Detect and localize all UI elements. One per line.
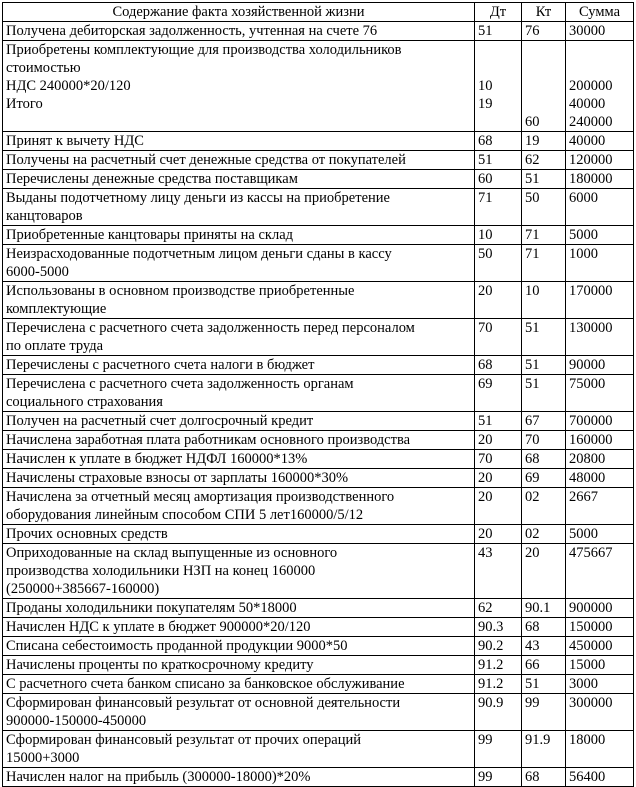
cell-credit: 90.1	[522, 599, 566, 618]
cell-amount: 160000	[566, 431, 634, 450]
header-credit: Кт	[522, 3, 566, 22]
cell-credit: 71	[522, 245, 566, 282]
table-row	[3, 170, 634, 189]
cell-description: Проданы холодильники покупателям 50*18000	[3, 599, 475, 618]
header-amount: Сумма	[566, 3, 634, 22]
cell-credit: 68	[522, 768, 566, 787]
cell-amount: 170000	[566, 282, 634, 319]
cell-debit: 68	[475, 132, 522, 151]
cell-description: Неизрасходованные подотчетным лицом деньги сданы в кассу 6000-5000	[3, 245, 475, 282]
cell-credit: 50	[522, 189, 566, 226]
cell-description: Перечислены с расчетного счета налоги в бюджет	[3, 356, 475, 375]
cell-amount: 900000	[566, 599, 634, 618]
cell-debit: 90.9	[475, 694, 522, 731]
cell-credit: 68	[522, 450, 566, 469]
cell-credit: 19	[522, 132, 566, 151]
table-row	[3, 488, 634, 525]
cell-amount: 130000	[566, 319, 634, 356]
cell-debit: 50	[475, 245, 522, 282]
cell-amount: 30000	[566, 22, 634, 41]
cell-debit: 51	[475, 412, 522, 431]
cell-description: Начислена заработная плата работникам основного производства	[3, 431, 475, 450]
cell-credit: 60	[522, 41, 566, 132]
cell-description: Прочих основных средств	[3, 525, 475, 544]
cell-debit: 43	[475, 544, 522, 599]
cell-credit: 51	[522, 170, 566, 189]
table-row	[3, 768, 634, 787]
cell-amount: 5000	[566, 226, 634, 245]
cell-credit: 51	[522, 356, 566, 375]
cell-debit: 20	[475, 431, 522, 450]
table-row	[3, 469, 634, 488]
cell-credit: 62	[522, 151, 566, 170]
cell-amount: 15000	[566, 656, 634, 675]
cell-debit: 90.2	[475, 637, 522, 656]
cell-credit: 67	[522, 412, 566, 431]
cell-credit: 68	[522, 618, 566, 637]
cell-description: Получен на расчетный счет долгосрочный кредит	[3, 412, 475, 431]
cell-credit: 70	[522, 431, 566, 450]
table-row	[3, 431, 634, 450]
cell-debit: 10	[475, 226, 522, 245]
cell-description: Начислена за отчетный месяц амортизация производственного оборудования линейным способом СПИ 5 лет160000/5/12	[3, 488, 475, 525]
cell-debit: 20	[475, 525, 522, 544]
cell-amount: 450000	[566, 637, 634, 656]
cell-description: Приобретенные канцтовары приняты на склад	[3, 226, 475, 245]
cell-amount: 3000	[566, 675, 634, 694]
cell-amount: 20800	[566, 450, 634, 469]
header-description: Содержание факта хозяйственной жизни	[3, 3, 475, 22]
cell-debit: 70	[475, 450, 522, 469]
cell-amount: 40000	[566, 132, 634, 151]
cell-description: Принят к вычету НДС	[3, 132, 475, 151]
table-row	[3, 226, 634, 245]
cell-amount: 1000	[566, 245, 634, 282]
cell-credit: 51	[522, 375, 566, 412]
cell-amount: 200000 40000 240000	[566, 41, 634, 132]
cell-amount: 150000	[566, 618, 634, 637]
cell-amount: 6000	[566, 189, 634, 226]
table-row	[3, 694, 634, 731]
cell-debit: 91.2	[475, 656, 522, 675]
cell-credit: 71	[522, 226, 566, 245]
cell-description: Списана себестоимость проданной продукции 9000*50	[3, 637, 475, 656]
table-row	[3, 41, 634, 132]
table-row	[3, 525, 634, 544]
table-header	[3, 3, 634, 22]
cell-credit: 66	[522, 656, 566, 675]
cell-credit: 99	[522, 694, 566, 731]
cell-credit: 02	[522, 488, 566, 525]
table-row	[3, 319, 634, 356]
table-row	[3, 282, 634, 319]
table-row	[3, 544, 634, 599]
cell-description: Сформирован финансовый результат от прочих операций 15000+3000	[3, 731, 475, 768]
cell-credit: 43	[522, 637, 566, 656]
cell-amount: 5000	[566, 525, 634, 544]
cell-description: Выданы подотчетному лицу деньги из кассы на приобретение канцтоваров	[3, 189, 475, 226]
table-row	[3, 356, 634, 375]
cell-amount: 18000	[566, 731, 634, 768]
cell-amount: 56400	[566, 768, 634, 787]
table-row	[3, 245, 634, 282]
cell-debit: 71	[475, 189, 522, 226]
cell-credit: 91.9	[522, 731, 566, 768]
cell-description: Сформирован финансовый результат от основной деятельности 900000-150000-450000	[3, 694, 475, 731]
cell-credit: 10	[522, 282, 566, 319]
table-row	[3, 656, 634, 675]
cell-debit: 62	[475, 599, 522, 618]
table-row	[3, 412, 634, 431]
cell-amount: 90000	[566, 356, 634, 375]
table-row	[3, 450, 634, 469]
table-row	[3, 618, 634, 637]
table-row	[3, 599, 634, 618]
cell-amount: 75000	[566, 375, 634, 412]
cell-debit: 10 19	[475, 41, 522, 132]
cell-debit: 70	[475, 319, 522, 356]
cell-credit: 02	[522, 525, 566, 544]
cell-description: Перечислена с расчетного счета задолженность органам социального страхования	[3, 375, 475, 412]
cell-debit: 69	[475, 375, 522, 412]
cell-debit: 68	[475, 356, 522, 375]
cell-debit: 60	[475, 170, 522, 189]
cell-debit: 20	[475, 282, 522, 319]
cell-credit: 76	[522, 22, 566, 41]
cell-credit: 51	[522, 319, 566, 356]
table-body	[3, 22, 634, 787]
cell-description: Начислен НДС к уплате в бюджет 900000*20/120	[3, 618, 475, 637]
cell-debit: 51	[475, 151, 522, 170]
cell-description: Использованы в основном производстве приобретенные комплектующие	[3, 282, 475, 319]
cell-amount: 300000	[566, 694, 634, 731]
cell-description: Перечислена с расчетного счета задолженность перед персоналом по оплате труда	[3, 319, 475, 356]
header-row	[3, 3, 634, 22]
cell-debit: 99	[475, 731, 522, 768]
cell-debit: 20	[475, 469, 522, 488]
cell-amount: 180000	[566, 170, 634, 189]
cell-credit: 20	[522, 544, 566, 599]
cell-debit: 90.3	[475, 618, 522, 637]
cell-description: Перечислены денежные средства поставщикам	[3, 170, 475, 189]
cell-amount: 475667	[566, 544, 634, 599]
cell-description: Начислен к уплате в бюджет НДФЛ 160000*13%	[3, 450, 475, 469]
cell-description: Получены на расчетный счет денежные средства от покупателей	[3, 151, 475, 170]
cell-description: Начислены страховые взносы от зарплаты 160000*30%	[3, 469, 475, 488]
cell-amount: 120000	[566, 151, 634, 170]
cell-debit: 20	[475, 488, 522, 525]
ledger-table	[2, 2, 634, 787]
cell-amount: 2667	[566, 488, 634, 525]
table-row	[3, 375, 634, 412]
cell-description: Приобретены комплектующие для производства холодильников стоимостью НДС 240000*20/120 Итого	[3, 41, 475, 132]
cell-description: С расчетного счета банком списано за банковское обслуживание	[3, 675, 475, 694]
cell-debit: 51	[475, 22, 522, 41]
cell-debit: 99	[475, 768, 522, 787]
cell-debit: 91.2	[475, 675, 522, 694]
cell-amount: 48000	[566, 469, 634, 488]
table-row	[3, 22, 634, 41]
header-debit: Дт	[475, 3, 522, 22]
table-row	[3, 132, 634, 151]
table-row	[3, 675, 634, 694]
cell-description: Начислены проценты по краткосрочному кредиту	[3, 656, 475, 675]
cell-description: Получена дебиторская задолженность, учтенная на счете 76	[3, 22, 475, 41]
cell-credit: 69	[522, 469, 566, 488]
cell-amount: 700000	[566, 412, 634, 431]
table-row	[3, 189, 634, 226]
cell-description: Оприходованные на склад выпущенные из основного производства холодильники НЗП на конец 160000 (250000+385667-160000)	[3, 544, 475, 599]
table-row	[3, 151, 634, 170]
table-row	[3, 637, 634, 656]
cell-description: Начислен налог на прибыль (300000-18000)*20%	[3, 768, 475, 787]
cell-credit: 51	[522, 675, 566, 694]
table-row	[3, 731, 634, 768]
